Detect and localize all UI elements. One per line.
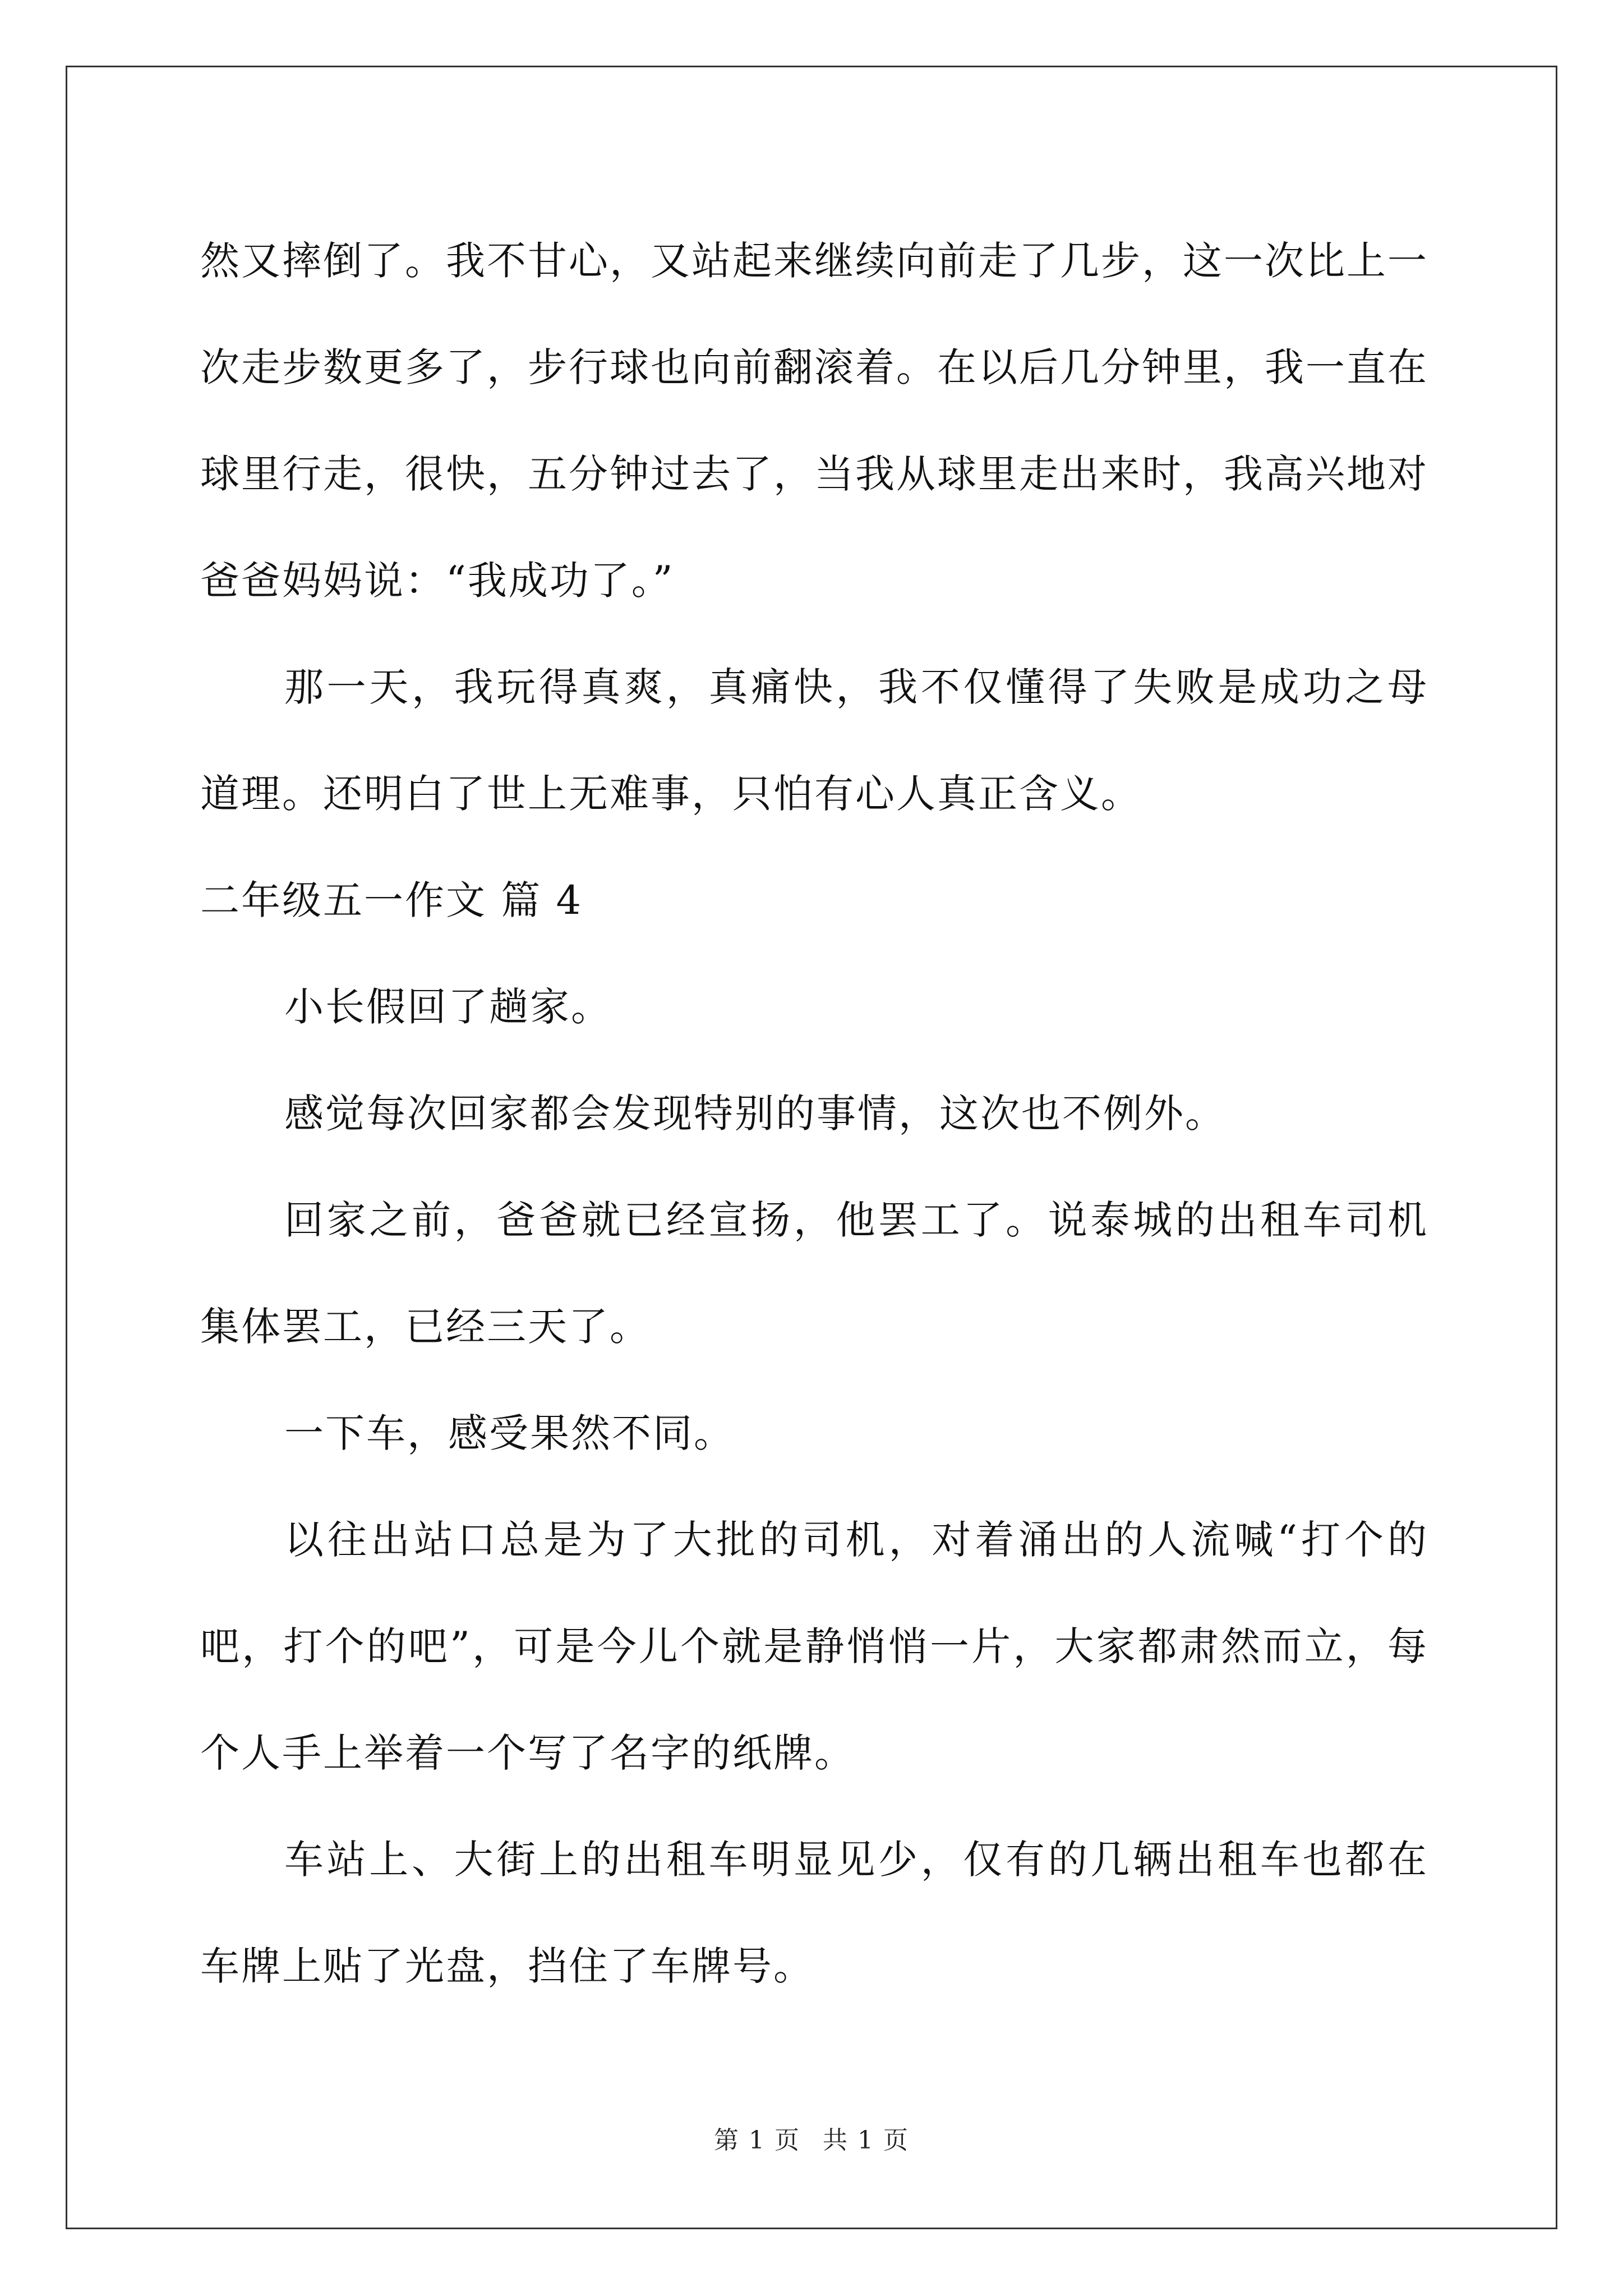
page-footer [0,2124,1623,2157]
paragraph: 以往出站口总是为了大批的司机，对着涌出的人流喊“打个的吧，打个的吧”，可是今儿个就是静悄悄一片，大家都肃然而立，每个人手上举着一个写了名字的纸牌。 [200,1517,1428,1776]
paragraph: 车站上、大街上的出租车明显见少，仅有的几辆出租车也都在车牌上贴了光盘，挡住了车牌号。 [200,1837,1428,1989]
document-body [200,208,1428,2019]
paragraph: 感觉每次回家都会发现特别的事情，这次也不例外。 [284,1091,1226,1137]
section-heading: 二年级五一作文 篇 4 [200,877,583,923]
paragraph: 小长假回了趟家。 [284,984,612,1030]
paragraph: 回家之前，爸爸就已经宣扬，他罢工了。说泰城的出租车司机集体罢工，已经三天了。 [200,1197,1428,1350]
page-total: 共 1 页 [823,2126,909,2155]
page-number: 第 1 页 [714,2126,800,2155]
paragraph-continuation: 然又摔倒了。我不甘心，又站起来继续向前走了几步，这一次比上一次走步数更多了，步行球也向前翻滚着。在以后几分钟里，我一直在球里行走，很快，五分钟过去了，当我从球里走出来时，我高兴地对爸爸妈妈说：“我成功了。” [200,238,1428,604]
paragraph: 那一天，我玩得真爽，真痛快，我不仅懂得了失败是成功之母道理。还明白了世上无难事，只怕有心人真正含义。 [200,664,1428,817]
paragraph: 一下车，感受果然不同。 [284,1410,735,1456]
